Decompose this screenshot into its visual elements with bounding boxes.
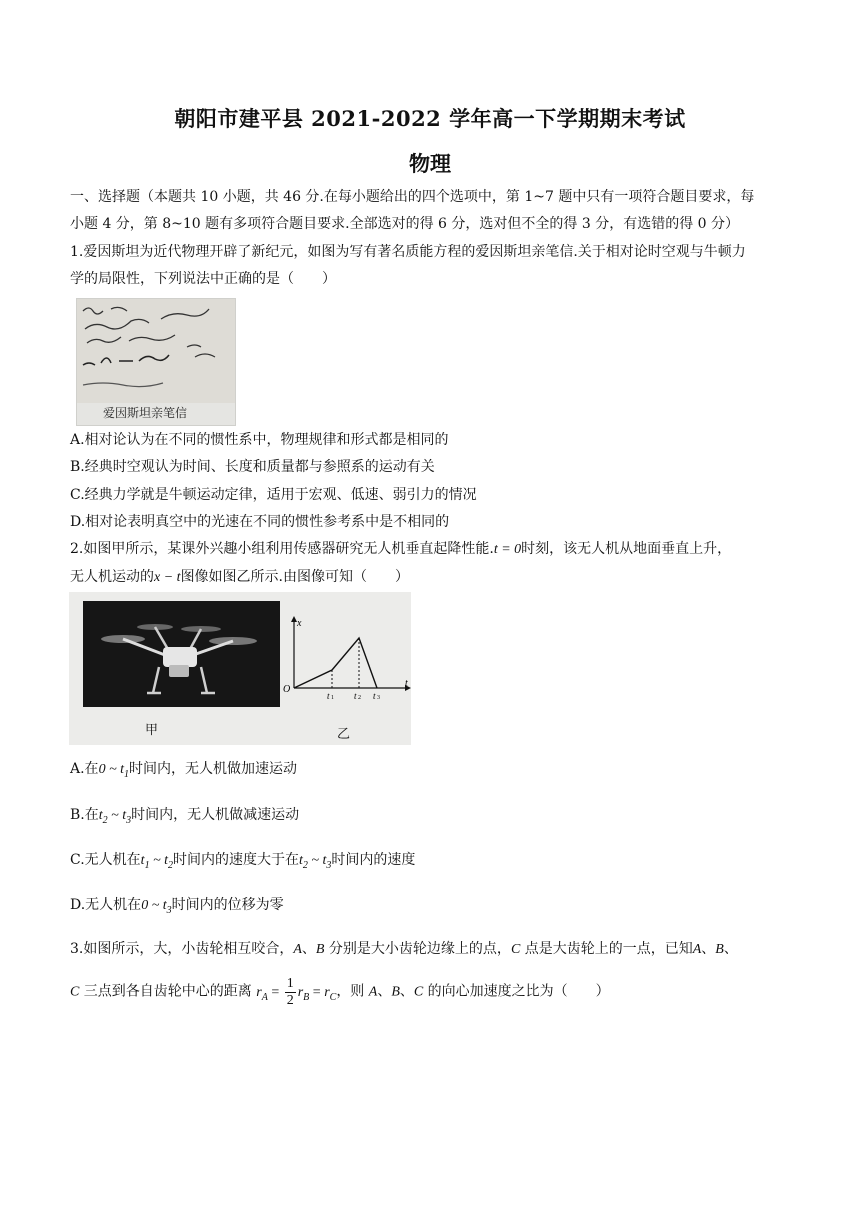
q3-s1-a: 3.如图所示，大，小齿轮相互咬合， [70,941,294,957]
q2-b-m2: ~ t [107,808,127,823]
q2-a-s1: 1 [124,768,130,780]
q3-r2: r [297,984,304,1000]
q2-a-pre: A.在 [70,761,99,777]
q1-stem-line-1: 1.爱因斯坦为近代物理开辟了新纪元，如图为写有著名质能方程的爱因斯坦亲笔信.关于相对论时空观与牛顿力 [70,244,746,260]
q2-c-s1: 1 [144,859,150,871]
q2-c-m4: ~ t [307,853,327,868]
q3-frac-num: 1 [286,976,294,991]
q2-figure [69,592,411,745]
q3-frac-den: 2 [286,993,294,1008]
q2-stem2-text-a: 无人机运动的 [70,569,154,585]
q2-stem-text-b: 时刻，该无人机从地面垂直上升， [521,541,732,557]
q2-d-s1: 3 [166,904,172,916]
section-instructions-line-1: 一、选择题（本题共 10 小题，共 46 分.在每小题给出的四个选项中，第 1~7 题中只有一项符合题目要求，每 [70,189,755,205]
q3-sep: 、 [301,941,316,957]
exam-title: 朝阳市建平县 2021-2022 学年高一下学期期末考试 [174,106,686,131]
q2-d-m1: 0 ~ t [141,898,167,913]
q3-r3: r [324,984,330,1000]
q2-c-pre: C.无人机在 [70,852,141,868]
q2-stem2-text-b: 图像如图乙所示.由图像可知（ ） [180,569,410,585]
t1-label: t [327,691,330,699]
q2-c-m2: ~ t [149,853,169,868]
einstein-letter-caption: 爱因斯坦亲笔信 [103,406,188,420]
handwriting-sketch [77,299,235,403]
q1-option-c: C.经典力学就是牛顿运动定律，适用于宏观、低速、弱引力的情况 [70,487,477,503]
q2-stem-line-1 [70,539,731,560]
x-t-curve [294,638,377,688]
q3-point-c-2: C [70,984,80,1000]
q1-option-b: B.经典时空观认为时间、长度和质量都与参照系的运动有关 [70,459,435,475]
q2-b-s2: 3 [126,814,132,826]
q2-b-post: 时间内，无人机做减速运动 [131,807,300,823]
q3-s2-end: 的向心加速度之比为（ ） [423,983,610,1000]
q2-c-mid: 时间内的速度大于在 [173,852,300,868]
q3-point-b: B [315,942,325,957]
q3-s2-a: 三点到各自齿轮中心的距离 [79,983,257,1000]
q2-c-m1: t [140,853,145,868]
q3-equation [256,976,337,1008]
q2-c-s3: 2 [302,859,308,871]
q3-s2-b: ，则 [336,983,369,1000]
q3-point-a: A [293,942,302,957]
q2-c-m3: t [299,853,303,868]
q2-stem-line-2 [70,567,409,588]
q3-s1-b: 分别是大小齿轮边缘上的点， [324,941,511,957]
q3-point-b-2: B [715,942,724,957]
q3-sep-2: 、 [701,941,716,957]
q2-b-s1: 2 [102,814,108,826]
q2-a-math [98,762,130,780]
q1-option-d: D.相对论表明真空中的光速在不同的惯性参考系中是不相同的 [70,514,450,530]
t-axis-label: t [405,678,408,689]
q3-fraction [285,976,296,1009]
q2-stem-math-t0: t = 0 [493,542,522,557]
drone-icon [83,601,280,707]
q2-d-post: 时间内的位移为零 [171,897,284,913]
q3-point-c: C [510,942,521,957]
subject-title: 物理 [409,151,451,176]
q2-c-s4: 3 [326,859,332,871]
drone-photo [83,601,280,707]
q3-eq2: = [309,984,325,1000]
q2-option-b [70,805,299,831]
q2-c-math-2 [299,853,332,871]
q3-r3-sub: C [329,991,337,1003]
q3-point-a-2: A [692,942,702,957]
q2-option-a [70,759,297,785]
q3-stem-line-1 [70,939,738,960]
t3-subscript: 3 [377,695,380,699]
q2-d-pre: D.无人机在 [70,897,142,913]
x-axis-label: x [297,618,302,629]
einstein-letter-image [76,298,236,426]
q3-r1-sub: A [261,991,268,1003]
t1-subscript: 1 [331,695,334,699]
q3-tail-sep-2: 、 [399,983,414,1000]
q1-stem-line-2: 学的局限性，下列说法中正确的是（ ） [70,271,336,287]
q2-b-m1: t [98,808,103,823]
q2-stem2-math-xt: x − t [154,570,181,585]
q2-d-math [141,898,172,916]
q3-tail-c: C [413,984,424,1000]
q2-option-c [70,850,415,876]
q2-c-math-1 [140,853,174,871]
q3-tail-b: B [391,984,400,1000]
section-instructions-line-2: 小题 4 分，第 8~10 题有多项符合题目要求.全部选对的得 6 分，选对但不全的得 3 分，有选错的得 0 分） [70,216,740,232]
q2-stem-text-a: 2.如图甲所示，某课外兴趣小组利用传感器研究无人机垂直起降性能. [70,541,494,557]
q3-r2-sub: B [303,991,310,1003]
q2-option-d [70,895,284,921]
figure-jia-caption: 甲 [145,723,159,738]
t2-subscript: 2 [358,695,361,699]
q2-b-math [98,808,132,826]
q1-option-a: A.相对论认为在不同的惯性系中，物理规律和形式都是相同的 [70,432,449,448]
q2-c-post: 时间内的速度 [331,852,416,868]
q3-tail-a: A [368,984,378,1000]
q3-r1: r [256,984,262,1000]
q2-a-post: 时间内，无人机做加速运动 [129,761,298,777]
q3-eq1: = [267,984,283,1000]
t2-label: t [354,691,357,699]
t3-label: t [373,691,376,699]
origin-label: O [283,684,291,695]
figure-yi-caption: 乙 [337,727,351,742]
q2-c-s2: 2 [168,859,174,871]
x-t-graph [281,614,411,699]
q3-s1-end: 、 [723,941,738,957]
q3-stem-line-2 [70,976,610,1012]
q2-a-m1: 0 ~ t [98,762,125,777]
q2-b-pre: B.在 [70,807,99,823]
q3-s1-c: 点是大齿轮上的一点，已知 [520,941,693,957]
q3-tail-sep-1: 、 [377,983,392,1000]
